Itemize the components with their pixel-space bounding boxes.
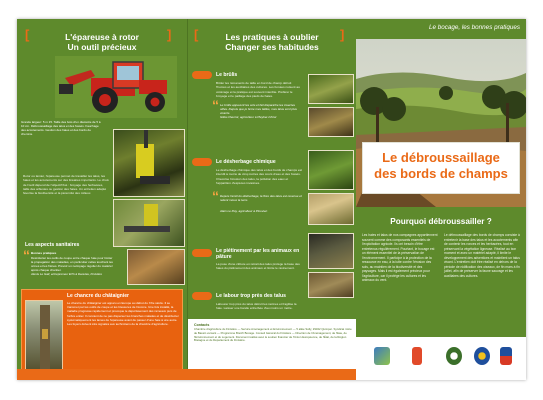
body-column-2: Le débroussaillage des bords de champs consiste à entretenir la base des talus et les accotements afin de contenir les ronces et les herbacées, tout en préservant la végétation ligneuse. Réalisé au bon moment et avec un matériel adapté, il limite le développement des adventices et maintient un talus vivant. L'entretien doit être réalisé en dehors de la période de nidification des oiseaux, de fin mars à fin juillet, afin de préserver la faune sauvage et les auxiliaires des cultures.: [444, 233, 520, 278]
section-marker-2: [192, 158, 212, 166]
partner-logo-1: [374, 347, 390, 365]
panel-right: [356, 19, 526, 380]
logo-strip: [356, 337, 526, 380]
pietinement-photo-2: [308, 272, 354, 298]
top-banner: [356, 19, 526, 39]
chancre-photo: [25, 300, 63, 372]
partner-logo-3: [446, 347, 462, 365]
panel2-heading-line1: Les pratiques à oublier: [225, 32, 319, 42]
section2-quote-mark: “: [212, 188, 219, 204]
brochure-sheet: [17, 19, 526, 380]
panel-left: [17, 19, 187, 380]
footer-body: Chambre d'agriculture du Finistère — Service Aménagement et Environnement — 5 allée Sully, 29322 Quimper. Syndicat mixte de Bassin versant — Programme Breizh Bocage. Conseil Général du Finistère — Direction de l'Aménagement, de l'Eau, de l'Environnement et du Logement. Document réalisé avec le soutien financier de l'Union Européenne, de l'État, de la Région Bretagne et du Département du Finistère.: [194, 327, 352, 343]
chancre-box: [21, 289, 183, 377]
section4-body: Labourer trop près du talus détruit les racines et fragilise la haie. Laisser une bande enherbée d'au moins un mètre.: [216, 302, 297, 311]
partner-logo-5: [500, 347, 512, 365]
panel1-body: Rotor ou lamier, l'épareuse permet de travailler les talus, les haies et les accotements sur des linéaires importants. Le choix de l'outil dépend de l'objectif fixé : broyage des herbacées, taille des arbustes ou gestion des haies. Un entretien adapté favorise la biodiversité et la pérennité des milieux.: [23, 174, 109, 196]
section-marker-4: [192, 292, 212, 300]
desherbage-photo-2: [308, 193, 354, 225]
chancre-body: Le chancre du châtaignier est apparu en Europe au début du XXe siècle. Il se transmet par les outils de coupe et les blessures de l'écorce. Une fois installé, la maladie progresse rapidement et provoque le dépérissement des rameaux puis de l'arbre entier. Il convient de ne pas disperser les branches malades et de désinfecter systématiquement les lames de l'épareuse avant de passer d'une haie à une autre. Les foyers doivent être signalés aux techniciens de la chambre d'agriculture.: [67, 301, 179, 327]
pietinement-photo: [308, 233, 354, 269]
section2-body: Le désherbage chimique des talus et des bords de champs est interdit à moins de cinq mètres des cours d'eau et des fossés. Il favorise l'érosion des talus, la pollution des eaux et l'apparition d'espèces invasives.: [216, 168, 302, 185]
section-question: Pourquoi débroussailler ?: [390, 217, 492, 226]
sanitary-author: Alexis Le Gall, entrepreneur ETA à Daoulas, Finistère: [31, 272, 103, 276]
section2-quote: Depuis l'arrêt du désherbage, la flore des talus est revenue et retient mieux la terre.: [220, 194, 302, 203]
panel1-heading-line1: L'épareuse à rotor: [65, 32, 139, 42]
footer-title: Contacts: [194, 323, 210, 327]
partner-logo-2: [412, 347, 422, 365]
title-box: [362, 142, 520, 194]
section3-title: Le piétinement par les animaux en pâture: [216, 248, 300, 260]
epareuse-photo-1: [113, 129, 185, 197]
bracket-right: ]: [167, 27, 172, 42]
section1-body: Brûler les rémanents de taille en bord de champ détruit l'humus et les auxiliaires des cultures. Les fumées nuisent au voisinage et la pratique est souvent interdite. Préférer le broyage et le paillage des pieds de haies.: [216, 81, 300, 98]
bracket-left: [: [25, 27, 30, 42]
section2-author: Alain Le Roy, agriculteur à Plouvien: [220, 209, 268, 213]
desherbage-photo-1: [308, 150, 354, 190]
bracket-right: ]: [340, 27, 345, 42]
sanitary-title: Les aspects sanitaires: [25, 242, 80, 248]
section1-author: Gilles Fleuriot, agriculteur à Pleyber-Christ: [220, 115, 277, 119]
section-marker-3: [192, 249, 212, 257]
panel1-heading-line2: Un outil précieux: [67, 42, 137, 52]
main-title-line1: Le débroussaillage: [382, 150, 500, 165]
chancre-title: Le chancre du châtaignier: [67, 293, 129, 299]
tractor-illustration: [55, 56, 177, 118]
tractor-caption: Grande largeur: 5 m 15. Taille des bois d'un diamètre de 5 à 10 cm. Débroussaillage des talus et des fossés. Fauchage des accotements. Gestion des haies et des bords de chemins.: [21, 120, 101, 137]
sanitary-quote-mark: “: [23, 247, 30, 263]
banner-text: Le bocage, les bonnes pratiques: [428, 24, 520, 31]
panel2-heading-line2: Changer ses habitudes: [225, 42, 319, 52]
section4-title: Le labour trop près des talus: [216, 293, 286, 299]
sanitary-subtitle: Bonnes pratiques: [31, 251, 57, 255]
sanitary-body: Désinfecter les outils de coupe entre chaque haie pour limiter la propagation des maladies, en particulier celles touchant les ormes et les frênes. Prévoir un nettoyage régulier du matériel après chaque chantier.: [31, 256, 113, 273]
brulis-photo-2: [308, 107, 354, 137]
section-marker-1: [192, 71, 212, 79]
section1-title: Le brûlis: [216, 72, 238, 78]
section1-quote: Le brûlis appauvrit les sols et fait disparaître les insectes utiles. Depuis que je broie mes tailles, mes talus sont plus vivants.: [220, 103, 297, 116]
epareuse-photo-2: [113, 199, 185, 247]
section3-body: La pose d'une clôture en retrait des talus protège la base des haies du piétinement des animaux et limite le ravinement.: [216, 262, 300, 271]
bracket-left: [: [194, 27, 199, 42]
partner-logo-4: [474, 347, 490, 365]
section1-quote-mark: “: [212, 97, 219, 113]
main-title-line2: des bords de champs: [374, 166, 508, 181]
body-column-1: Les haies et talus de nos campagnes appartiennent souvent comme des composants essentiels de l'exploitation agricole. Ils ont besoin d'être entretenus régulièrement. Pourtant, le bocage est un élément essentiel de la préservation de l'environnement. Il participe à la protection de la ressource en eau, à la lutte contre l'érosion des sols, au maintien de la biodiversité et des paysages. Mais il est également précieux pour l'agriculture, car il protège les cultures et les animaux du vent.: [362, 233, 438, 282]
section2-title: Le désherbage chimique: [216, 159, 276, 165]
brulis-photo-1: [308, 74, 354, 104]
sanitary-photo: [127, 249, 185, 285]
panel-middle: [187, 19, 356, 380]
bottom-orange-band: [17, 369, 356, 380]
